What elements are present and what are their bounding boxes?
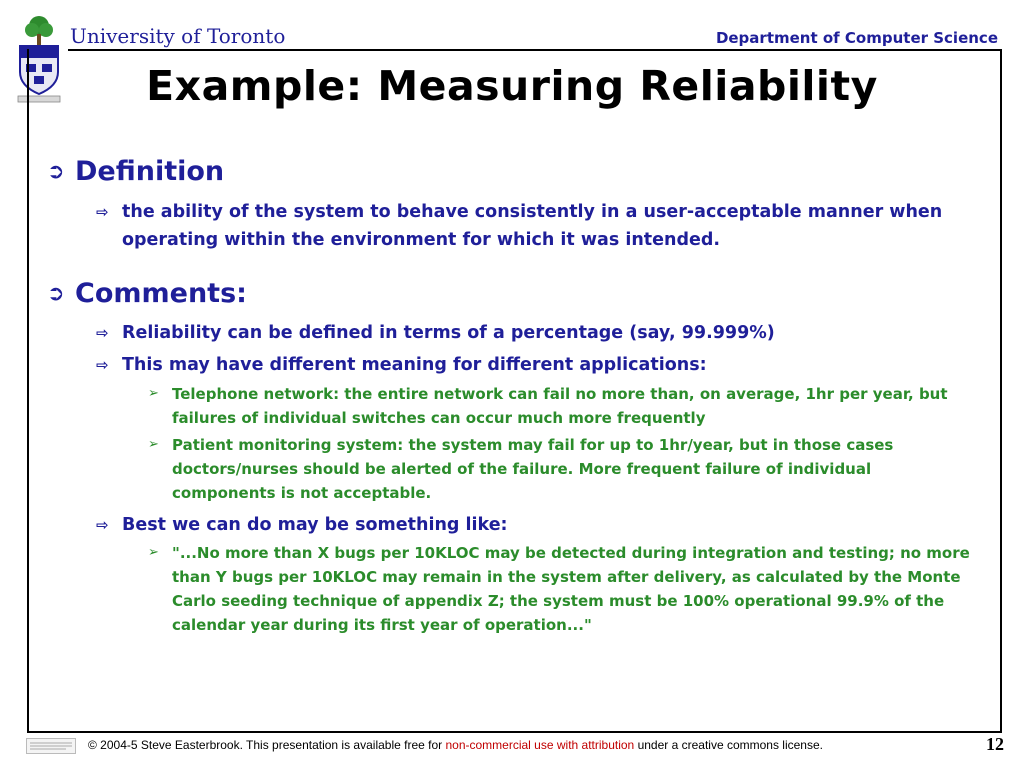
footer-text-after: under a creative commons license. <box>634 738 823 752</box>
sub-item-telephone <box>148 382 978 430</box>
footer-license <box>88 738 823 752</box>
triangle-arrow-icon: ➢ <box>148 545 159 560</box>
bullet-comments <box>47 278 247 309</box>
hollow-arrow-icon: ⇨ <box>96 203 109 221</box>
comment-item-3 <box>96 511 976 539</box>
bullet-definition <box>47 156 224 187</box>
footer-text-before: © 2004-5 Steve Easterbrook. This presentation is available free for <box>88 738 446 752</box>
comment-item-1-text: Reliability can be defined in terms of a percentage (say, 99.999%) <box>122 323 775 343</box>
sub-item-quote-text: "...No more than X bugs per 10KLOC may be detected during integration and testing; no more than Y bugs per 10KLOC may remain in the system after delivery, as calculated by the Monte Carlo seeding technique of appendix Z; the system must be 100% operational 99.9% of the calendar year during its first year of operation..." <box>172 544 970 634</box>
sub-item-quote <box>148 541 978 637</box>
definition-heading: Definition <box>75 156 225 187</box>
hollow-arrow-icon: ⇨ <box>96 356 109 374</box>
university-name: University of Toronto <box>70 24 286 48</box>
triangle-arrow-icon: ➢ <box>148 386 159 401</box>
triangle-arrow-icon: ➢ <box>148 437 159 452</box>
comment-item-2 <box>96 351 976 379</box>
sub-item-patient <box>148 433 978 505</box>
comments-heading: Comments: <box>75 278 247 309</box>
hollow-arrow-icon: ⇨ <box>96 324 109 342</box>
curved-arrow-icon: ➲ <box>47 281 65 305</box>
hollow-arrow-icon: ⇨ <box>96 516 109 534</box>
comment-item-2-text: This may have different meaning for different applications: <box>122 355 707 375</box>
sub-item-patient-text: Patient monitoring system: the system may fail for up to 1hr/year, but in those cases doctors/nurses should be alerted of the failure. More frequent failure of individual components is not acceptable. <box>172 436 894 502</box>
department-name: Department of Computer Science <box>715 29 998 47</box>
license-link[interactable]: non-commercial use with attribution <box>445 738 635 752</box>
slide-title: Example: Measuring Reliability <box>146 62 878 110</box>
page-number: 12 <box>986 734 1004 754</box>
comment-item-3-text: Best we can do may be something like: <box>122 515 508 535</box>
definition-item <box>96 198 976 254</box>
creative-commons-logo <box>26 738 76 754</box>
curved-arrow-icon: ➲ <box>47 159 65 183</box>
definition-text: the ability of the system to behave consistently in a user-acceptable manner when operating within the environment for which it was intended. <box>122 202 943 250</box>
sub-item-telephone-text: Telephone network: the entire network can fail no more than, on average, 1hr per year, but failures of individual switches can occur much more frequently <box>172 385 948 427</box>
comment-item-1 <box>96 319 976 347</box>
